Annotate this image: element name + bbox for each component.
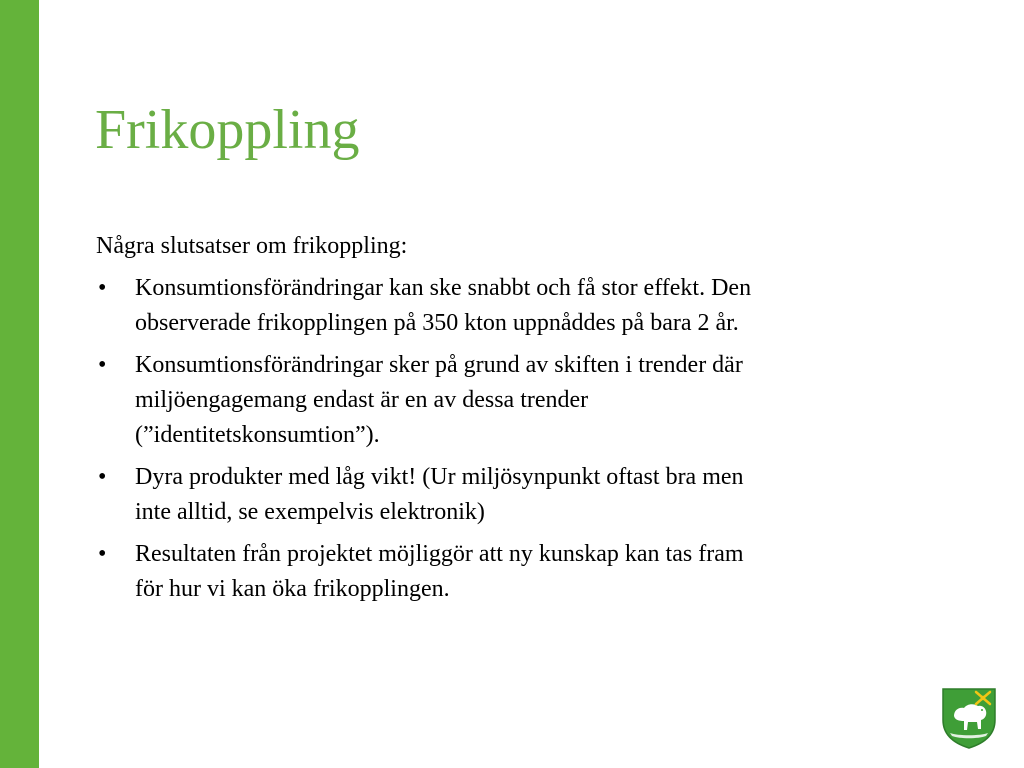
bullet-mark: • xyxy=(98,352,107,378)
accent-bar xyxy=(0,0,39,768)
bullet-list xyxy=(96,271,776,607)
bullet-text: Resultaten från projektet möjliggör att ny kunskap kan tas fram för hur vi kan öka frikopplingen. xyxy=(135,541,744,602)
coat-of-arms-icon xyxy=(940,686,998,750)
bullet-text: Dyra produkter med låg vikt! (Ur miljösynpunkt oftast bra men inte alltid, se exempelvis elektronik) xyxy=(135,464,744,525)
bullet-item xyxy=(96,348,776,453)
key-bow xyxy=(981,696,985,700)
intro-text: Några slutsatser om frikoppling: xyxy=(96,233,408,259)
bullet-text: Konsumtionsförändringar sker på grund av skiften i trender där miljöengagemang endast är en av dessa trender (”identitetskonsumtion”). xyxy=(135,352,743,448)
slide-title: Frikoppling xyxy=(95,99,360,161)
bullet-item xyxy=(96,460,776,530)
bullet-text: Konsumtionsförändringar kan ske snabbt och få stor effekt. Den observerade frikopplingen på 350 kton uppnåddes på bara 2 år. xyxy=(135,275,752,336)
animal-eye xyxy=(981,709,983,711)
bullet-mark: • xyxy=(98,541,107,567)
bullet-item xyxy=(96,537,776,607)
bullet-mark: • xyxy=(98,464,107,490)
bullet-mark: • xyxy=(98,275,107,301)
slide-body xyxy=(96,229,776,614)
bullet-item xyxy=(96,271,776,341)
